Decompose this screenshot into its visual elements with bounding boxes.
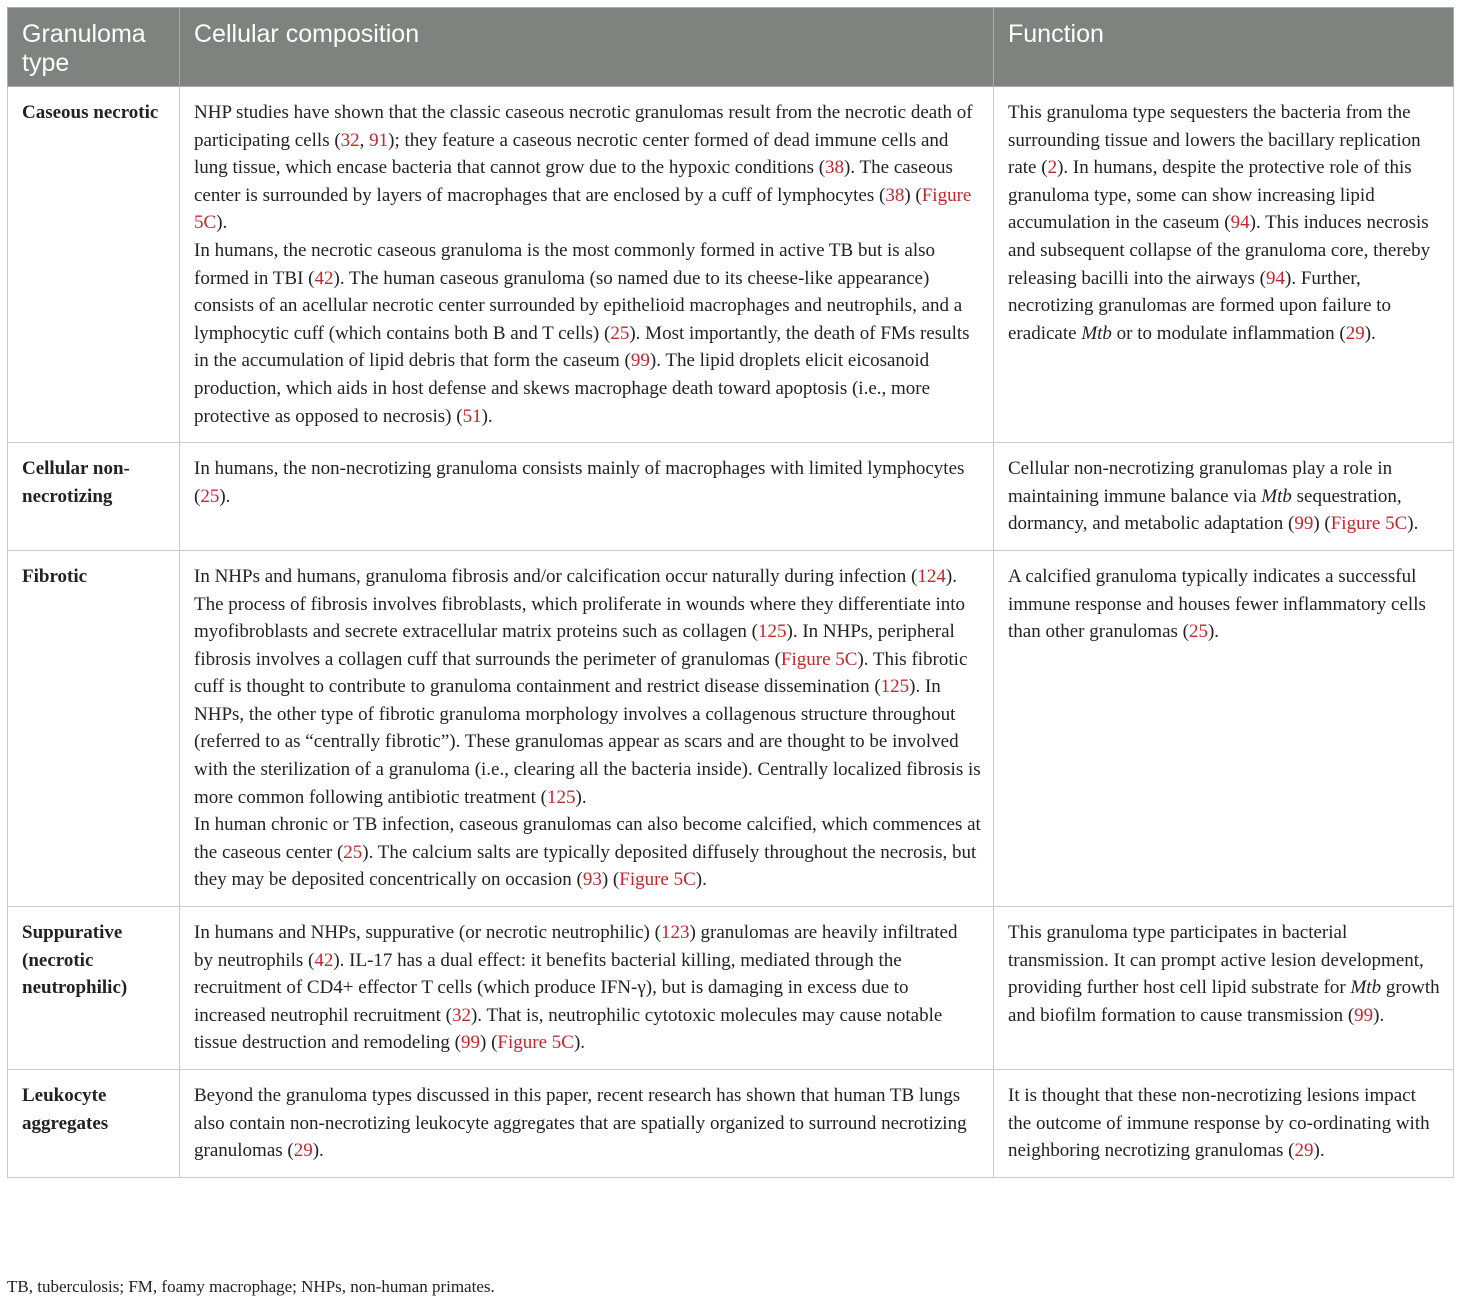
italic-term: Mtb: [1350, 977, 1382, 999]
paragraph: [194, 237, 981, 430]
reference-link[interactable]: 124: [917, 565, 946, 587]
text-segment: ). In humans, despite the protective role of this granuloma type, some can show increasing lipid accumulation in the caseum (: [1008, 157, 1412, 234]
text-segment: or to modulate inflammation (: [1111, 322, 1346, 344]
figure-link[interactable]: Figure 5C: [1330, 513, 1408, 535]
text-segment: In NHPs and humans, granuloma fibrosis and/or calcification occur naturally during infection (: [194, 565, 918, 587]
reference-link[interactable]: 125: [880, 676, 910, 698]
reference-link[interactable]: 99: [1294, 513, 1314, 535]
reference-link[interactable]: 123: [660, 922, 690, 944]
header-cellular-composition: Cellular composition: [180, 8, 994, 87]
reference-link[interactable]: 91: [369, 129, 389, 151]
text-segment: ) (: [601, 869, 620, 891]
paragraph: [1008, 563, 1441, 646]
granuloma-type-cell: Leukocyte aggregates: [8, 1070, 180, 1178]
text-segment: A calcified granuloma typically indicates a successful immune response and houses fewer inflammatory cells than other granulomas (: [1008, 565, 1426, 643]
granuloma-table: [7, 7, 1454, 1178]
reference-link[interactable]: 25: [343, 841, 363, 863]
table-row: [8, 1070, 1454, 1178]
reference-link[interactable]: 94: [1266, 267, 1285, 289]
reference-link[interactable]: 32: [340, 129, 360, 151]
function-cell: [994, 907, 1454, 1070]
paragraph: [194, 455, 981, 510]
reference-link[interactable]: 2: [1047, 157, 1058, 179]
text-segment: Beyond the granuloma types discussed in this paper, recent research has shown that human TB lungs also contain non-necrotizing leukocyte aggregates that are spatially organized to surround necrotizing granulomas (: [194, 1085, 967, 1162]
table-row: [8, 550, 1454, 906]
paragraph: [194, 563, 981, 811]
text-segment: ). Further, necrotizing granulomas are formed upon failure to eradicate: [1008, 267, 1392, 344]
table-row: [8, 87, 1454, 443]
text-segment: ). This induces necrosis and subsequent collapse of the granuloma core, thereby releasing bacilli into the airways (: [1008, 212, 1431, 289]
granuloma-type-cell: Cellular non-necrotizing: [8, 443, 180, 551]
reference-link[interactable]: 125: [758, 621, 787, 643]
table-wrapper: [7, 7, 1453, 1178]
text-segment: ). IL-17 has a dual effect: it benefits bacterial killing, mediated through the recruitment of CD4+ effector T cells (which produce IFN-γ), but is damaging in excess due to increased neutrophil recruitment (: [194, 949, 909, 1026]
table-header-row: [8, 8, 1454, 87]
paragraph: [194, 1082, 981, 1165]
function-cell: [994, 443, 1454, 551]
text-segment: ,: [359, 129, 370, 151]
text-segment: ) (: [1313, 513, 1331, 535]
reference-link[interactable]: 51: [462, 405, 482, 427]
paragraph: [1008, 1082, 1441, 1165]
text-segment: ) (: [480, 1032, 498, 1054]
reference-link[interactable]: 29: [1294, 1140, 1314, 1162]
paragraph: [194, 919, 981, 1057]
text-segment: ). The lipid droplets elicit eicosanoid production, which aids in host defense and skews macrophage death toward apoptosis (i.e., more protective as opposed to necrosis) (: [194, 350, 931, 427]
header-function: Function: [994, 8, 1454, 87]
text-segment: NHP studies have shown that the classic caseous necrotic granulomas result from the necrotic death of participating cells (: [194, 102, 973, 151]
text-segment: In humans and NHPs, suppurative (or necrotic neutrophilic) (: [194, 922, 661, 944]
table-body: [8, 87, 1454, 1178]
text-segment: ).: [312, 1140, 324, 1162]
text-segment: ). Most importantly, the death of FMs results in the accumulation of lipid debris that form the caseum (: [194, 322, 970, 372]
text-segment: In humans, the non-necrotizing granuloma consists mainly of macrophages with limited lymphocytes (: [194, 458, 965, 507]
text-segment: ). That is, neutrophilic cytotoxic molecules may cause notable tissue destruction and remodeling (: [194, 1004, 943, 1054]
text-segment: ). The caseous center is surrounded by layers of macrophages that are enclosed by a cuff of lymphocytes (: [194, 157, 953, 206]
text-segment: growth and biofilm formation to cause transmission (: [1008, 977, 1440, 1026]
figure-link[interactable]: Figure 5C: [619, 869, 696, 891]
text-segment: ).: [219, 485, 231, 507]
figure-link[interactable]: Figure 5C: [497, 1032, 574, 1054]
text-segment: ).: [216, 212, 228, 234]
reference-link[interactable]: 25: [610, 322, 630, 344]
cellular-composition-cell: [180, 87, 994, 443]
text-segment: ) (: [904, 184, 922, 206]
reference-link[interactable]: 42: [314, 267, 334, 289]
granuloma-type-cell: Caseous necrotic: [8, 87, 180, 443]
text-segment: ). The human caseous granuloma (so named due to its cheese-like appearance) consists of an acellular necrotic center surrounded by epithelioid macrophages and neutrophils, and a lymphocytic cuff (which contains both B and T cells) (: [194, 267, 963, 344]
text-segment: ) granulomas are heavily infiltrated by neutrophils (: [194, 922, 958, 971]
reference-link[interactable]: 93: [582, 869, 602, 891]
figure-link[interactable]: Figure 5C: [780, 648, 858, 670]
reference-link[interactable]: 29: [1345, 322, 1365, 344]
text-segment: This granuloma type sequesters the bacteria from the surrounding tissue and lowers the bacillary replication rate (: [1008, 102, 1421, 179]
text-segment: ).: [575, 786, 587, 808]
reference-link[interactable]: 94: [1230, 212, 1250, 234]
paragraph: [194, 99, 981, 237]
text-segment: ).: [1364, 322, 1376, 344]
reference-link[interactable]: 32: [451, 1004, 471, 1026]
reference-link[interactable]: 38: [825, 157, 845, 179]
reference-link[interactable]: 25: [1188, 621, 1208, 643]
text-segment: ).: [695, 869, 707, 891]
cellular-composition-cell: [180, 907, 994, 1070]
reference-link[interactable]: 125: [547, 786, 576, 808]
granuloma-type-cell: Fibrotic: [8, 550, 180, 906]
text-segment: Cellular non-necrotizing granulomas play a role in maintaining immune balance via: [1008, 458, 1393, 507]
paragraph: [1008, 455, 1441, 538]
text-segment: ).: [1207, 621, 1220, 643]
reference-link[interactable]: 42: [314, 949, 334, 971]
italic-term: Mtb: [1261, 485, 1292, 507]
reference-link[interactable]: 38: [885, 184, 905, 206]
header-granuloma-type: Granuloma type: [8, 8, 180, 87]
reference-link[interactable]: 29: [293, 1140, 313, 1162]
reference-link[interactable]: 99: [630, 350, 650, 372]
function-cell: [994, 550, 1454, 906]
text-segment: It is thought that these non-necrotizing lesions impact the outcome of immune response by co-ordinating with neighboring necrotizing granulomas (: [1008, 1085, 1430, 1162]
text-segment: ). In NHPs, the other type of fibrotic granuloma morphology involves a collagenous structure throughout (referred to as “centrally fibrotic”). These granulomas appear as scars and are thought to be involved with the sterilization of a granuloma (i.e., clearing all the bacteria inside). Centrally localized fibrosis is more common following antibiotic treatment (: [194, 676, 981, 808]
text-segment: In humans, the necrotic caseous granuloma is the most commonly formed in active TB but is also formed in TBI (: [194, 239, 936, 289]
text-segment: In human chronic or TB infection, caseous granulomas can also become calcified, which commences at the caseous center (: [194, 814, 981, 863]
reference-link[interactable]: 25: [200, 485, 220, 507]
text-segment: sequestration, dormancy, and metabolic adaptation (: [1008, 485, 1402, 535]
table-footnote: TB, tuberculosis; FM, foamy macrophage; NHPs, non-human primates.: [7, 1277, 495, 1296]
text-segment: ). The calcium salts are typically deposited diffusely throughout the necrosis, but they may be deposited concentrically on occasion (: [194, 841, 977, 891]
paragraph: [1008, 919, 1441, 1029]
table-row: [8, 443, 1454, 551]
granuloma-type-cell: Suppurative (necrotic neutrophilic): [8, 907, 180, 1070]
text-segment: ); they feature a caseous necrotic center formed of dead immune cells and lung tissue, which encase bacteria that cannot grow due to the hypoxic conditions (: [194, 129, 949, 179]
text-segment: ).: [1407, 513, 1419, 535]
cellular-composition-cell: [180, 550, 994, 906]
text-segment: ). The process of fibrosis involves fibroblasts, which proliferate in wounds where they differentiate into myofibroblasts and secrete extracellular matrix proteins such as collagen (: [194, 565, 966, 643]
reference-link[interactable]: 99: [1354, 1004, 1374, 1026]
table-row: [8, 907, 1454, 1070]
text-segment: ).: [573, 1032, 586, 1054]
text-segment: ).: [1373, 1004, 1385, 1026]
function-cell: [994, 87, 1454, 443]
function-cell: [994, 1070, 1454, 1178]
cellular-composition-cell: [180, 1070, 994, 1178]
text-segment: ).: [1313, 1140, 1325, 1162]
text-segment: ).: [481, 405, 493, 427]
cellular-composition-cell: [180, 443, 994, 551]
paragraph: [194, 811, 981, 894]
italic-term: Mtb: [1081, 322, 1112, 344]
text-segment: This granuloma type participates in bacterial transmission. It can prompt active lesion development, providing further host cell lipid substrate for: [1008, 922, 1424, 999]
text-segment: ). This fibrotic cuff is thought to contribute to granuloma containment and restrict disease dissemination (: [194, 648, 968, 698]
text-segment: ). In NHPs, peripheral fibrosis involves a collagen cuff that surrounds the perimeter of granulomas (: [194, 621, 955, 670]
reference-link[interactable]: 99: [461, 1032, 480, 1054]
paragraph: [1008, 99, 1441, 347]
figure-link[interactable]: Figure 5C: [194, 184, 972, 234]
